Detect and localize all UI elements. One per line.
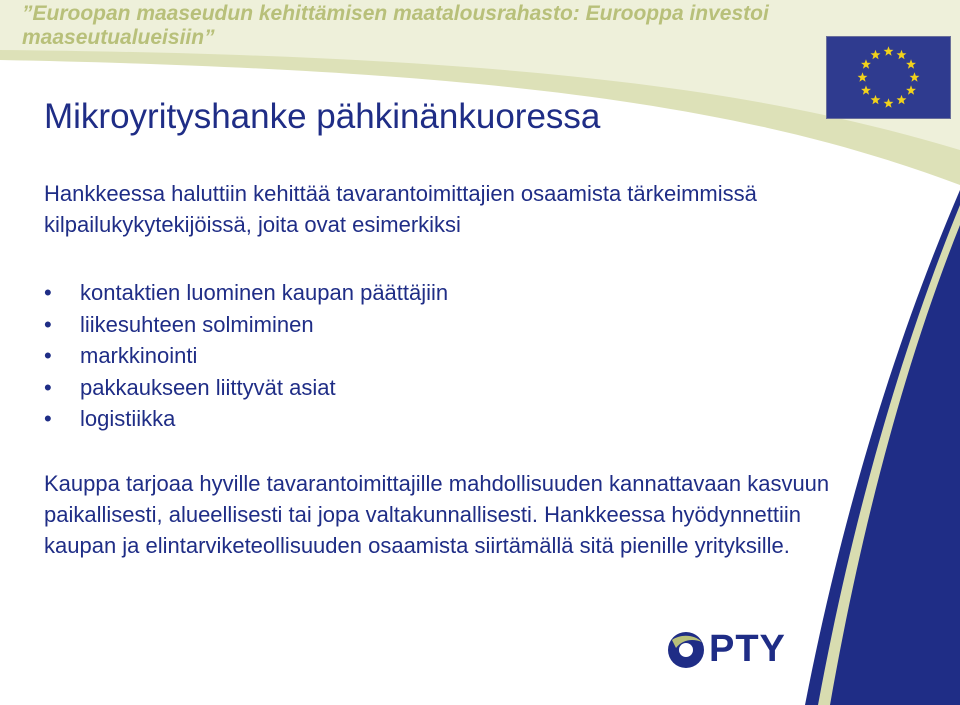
list-item: • liikesuhteen solmiminen: [44, 309, 448, 341]
flag-star: [897, 50, 907, 59]
flag-star: [897, 95, 907, 104]
header-quote: ”Euroopan maaseudun kehittämisen maatalousrahasto: Eurooppa investoi maaseutualueisiin”: [22, 2, 769, 49]
flag-star: [871, 95, 881, 104]
closing-paragraph: Kauppa tarjoaa hyville tavarantoimittajille mahdollisuuden kannattavaan kasvuun paikallisesti, alueellisesti tai jopa valtakunnallisesti. Hankkeessa hyödynnettiin kaupan ja elintarviketeollisuuden osaamista siirtämällä sitä pienille yrityksille.: [44, 471, 830, 558]
eu-flag-icon: [826, 36, 951, 119]
flag-star: [884, 46, 894, 55]
bullet-icon: •: [44, 343, 52, 368]
flag-star: [861, 59, 871, 68]
flag-star: [910, 72, 920, 81]
flag-star: [871, 50, 881, 59]
bullet-list: [44, 277, 448, 435]
pty-logo-text: PTY: [709, 628, 786, 670]
intro-paragraph: Hankkeessa haluttiin kehittää tavarantoimittajien osaamista tärkeimmissä kilpailukykytekijöissä, joita ovat esimerkiksi: [44, 181, 757, 237]
bullet-icon: •: [44, 311, 52, 337]
list-item: • kontaktien luominen kaupan päättäjiin: [44, 277, 448, 309]
flag-star: [884, 98, 894, 107]
bullet-icon: •: [44, 280, 52, 305]
flag-star: [861, 85, 871, 94]
list-item: • pakkaukseen liittyvät asiat: [44, 372, 448, 404]
list-item: • markkinointi: [44, 340, 448, 372]
flag-star: [906, 85, 916, 94]
flag-star: [858, 72, 868, 81]
bullet-icon: •: [44, 406, 52, 431]
page-title: Mikroyrityshanke pähkinänkuoressa: [44, 97, 601, 136]
bullet-icon: •: [44, 374, 52, 400]
list-item: • logistiikka: [44, 403, 448, 435]
flag-star: [906, 59, 916, 68]
